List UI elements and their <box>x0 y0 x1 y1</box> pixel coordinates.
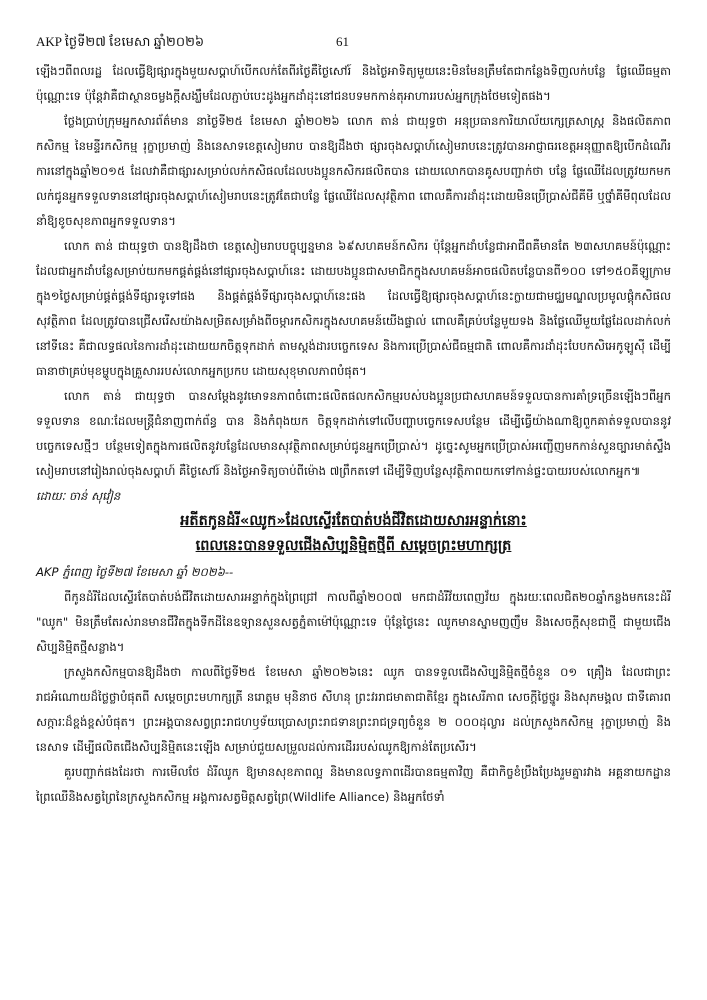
page-number: 61 <box>336 34 349 49</box>
article-elephant-chhouk <box>36 510 671 810</box>
page-header <box>36 34 671 53</box>
article-weekend-market <box>36 59 671 508</box>
article-title-line1: អតីតកូនដំរី«ឈូក»ដែលស្ទើរតែបាត់បង់ជីវិតដោយសារអន្ទាក់នោះ <box>180 513 527 529</box>
paragraph: ពីកូនដំរីដែលស្ទើរតែបាត់បង់ជីវិតដោយសារអន្ទាក់ក្នុងព្រៃជ្រៅ កាលពីឆ្នាំ២០០៧ មកជាដំរីវ័យពេញវ័យ ក្នុងរយៈពេលជិត២០ឆ្នាំកន្លងមកនេះដំរី "ឈូក" មិនត្រឹមតែរស់រានមានជីវិតក្នុងទីកដីនៃឧទ្យានសួនសត្វភ្នំតាម៉ៅប៉ុណ្ណោះទេ ប៉ុន្តែថ្ងៃនេះ ឈូកមានស្នាមញញឹម និងសេចក្តីសុខជាថ្មី ជាមួយជើងសិប្បនិម្មិតថ្មីសន្លាង។ <box>36 590 671 654</box>
article-title-line2: ពេលនេះបានទទួលជើងសិប្បនិម្មិតថ្មីពី សម្តេចព្រះមហាក្សត្រ <box>195 538 512 554</box>
paragraph: ក្រសួងកសិកម្មបានឱ្យដឹងថា កាលពីថ្ងៃទី២៥ ខែមេសា ឆ្នាំ២០២៦នេះ ឈូក បានទទួលជើងសិប្បនិម្មិតថ្មីចំនួន ០១ គ្រឿង ដែលជាព្រះរាជអំណោយដ៏ថ្លៃថ្លាបំផុតពី សម្តេចព្រះមហាក្សត្រី នរោត្តម មុនិនាថ សីហនុ ព្រះវររាជមាតាជាតិខ្មែរ ក្នុងសេរីភាព សេចក្តីថ្លៃថ្នូរ និងសុភមង្គល ជាទីគោរពសក្ការៈដ៏ខ្ពង់ខ្ពស់បំផុត។ ព្រះអង្គបានសព្វព្រះរាជហឫទ័យប្រោសព្រះរាជទានព្រះរាជទ្រព្យចំនួន ២ ០០០ដុល្លារ ដល់ក្រសួងកសិកម្ម រុក្ខាប្រមាញ់ និងនេសាទ ដើម្បីផលិតជើងសិប្បនិម្មិតនេះឡើង សម្រាប់ជួយសម្រួលដល់ការដើររបស់ឈូកឱ្យកាន់តែប្រសើរ។ <box>36 665 671 754</box>
dateline: AKP ភ្នំពេញ ថ្ងៃទី២៧ ខែមេសា ឆ្នាំ ២០២៦-- <box>36 565 234 579</box>
paragraph: ឡើងៗពីពលរដ្ឋ ដែលធ្វើឱ្យផ្សារក្នុងមួយសប្តាហ៍បើកលក់តែពីរថ្ងៃគឺថ្ងៃសៅរ៍ និងថ្ងៃអាទិត្យមួយនេះមិនមែនត្រឹមតែជាកន្លែងទិញលក់បន្លែ ផ្លែឈើធម្មតាប៉ុណ្ណោះទេ ប៉ុន្តែវាគឺជាស្ថានចម្លងក្តីសង្ឃឹមដែលភ្ជាប់បេះដូងអ្នកដាំដុះនៅជនបទមកកាន់តុអាហាររបស់អ្នកក្រុងថែមទៀតផង។ <box>36 64 671 103</box>
paragraph: លោក តាន់ ជាយុទ្ធថា បានឱ្យដឹងថា ខេត្តសៀមរាបបច្ចុប្បន្នមាន ៦៩សហគមន៍កសិករ ប៉ុន្តែអ្នកដាំបន្លែជាអាជីពគឺមានតែ ២៣សហគមន៍ប៉ុណ្ណោះ ដែលជាអ្នកដាំបន្លែសម្រាប់យកមកផ្គត់ផ្គង់នៅផ្សារចុងសប្តាហ៍នេះ ដោយបងប្អូនជាសមាជិកក្នុងសហគមន៍អាចផលិតបន្លែបានពី១០០ ទៅ១៥០គីឡូក្រាមក្នុង១ថ្ងៃសម្រាប់ផ្គត់ផ្គង់ទីផ្សារទូទៅផង និងផ្គត់ផ្គង់ទីផ្សារចុងសប្តាហ៍នេះផង ដែលធ្វើឱ្យផ្សារចុងសប្តាហ៍នេះក្លាយជាមជ្ឈមណ្ឌលប្រមូលផ្តុំកសិផលសុវត្ថិភាព ដែលត្រូវបានជ្រើសរើសយ៉ាងសម្រិតសម្រាំងពីចម្ការកសិករក្នុងសហគមន៍យើងផ្ទាល់ ពោលគឺគ្រប់បន្លែមួយទង និងផ្លែឈើមួយផ្លែដែលដាក់លក់នៅទីនេះ គឺជាលទ្ធផលនៃការដាំដុះដោយយកចិត្តទុកដាក់ តាមស្តង់ដារបច្ចេកទេស និងការប្រើប្រាស់ជីធម្មជាតិ ពោលគឺការដាំដុះបែបកសិអេកូឡូស៊ី ដើម្បីធានាថាគ្រប់មុខម្ហូបក្នុងគ្រួសាររបស់លោកអ្នកប្រកប ដោយសុខុមាលភាពបំផុត។ <box>36 239 671 378</box>
byline: ដោយៈ ចាន់ សុវៀន <box>36 489 121 503</box>
paragraph: គួរបញ្ជាក់ផងដែរថា ការមើលថែ ដំរីឈូក ឱ្យមានសុខភាពល្អ និងមានលទ្ធភាពដើរបានធម្មតាវិញ គឺជាកិច្ចខំប្រឹងប្រែងរួមគ្នារវាង អគ្គនាយកដ្ឋានព្រៃឈើនិងសត្វព្រៃនៃក្រសួងកសិកម្ម អង្គការសត្វមិត្តសត្វព្រៃ(Wildlife Alliance) និងអ្នកថែទាំ <box>36 765 671 804</box>
agency-date-header: AKP ថ្ងៃទី២៧ ខែមេសា ឆ្នាំ២០២៦ <box>36 34 205 49</box>
paragraph: ថ្លែងប្រាប់ក្រុមអ្នកសារព័ត៌មាន នាថ្ងៃទី២៥ ខែមេសា ឆ្នាំ២០២៦ លោក តាន់ ជាយុទ្ធថា អនុប្រធានការិយាល័យក្សេត្រសាស្ត្រ និងផលិតភាពកសិកម្ម នៃមន្ទីរកសិកម្ម រុក្ខាប្រមាញ់ និងនេសាទខេត្តសៀមរាប បានឱ្យដឹងថា ផ្សារចុងសប្តាហ៍សៀមរាបនេះត្រូវបានអាជ្ញាធរខេត្តអនុញ្ញាតឱ្យបើកដំណើរការនៅក្នុងឆ្នាំ២០១៥ ដែលវាគឺជាផ្សារសម្រាប់លក់កសិផលដែលបងប្អូនកសិករផលិតបាន ដោយលោកបានគូសបញ្ជាក់ថា បន្លែ ផ្លែឈើដែលត្រូវយកមកលក់ជូនអ្នកទទួលទាននៅផ្សារចុងសប្តាហ៍សៀមរាបនេះត្រូវតែជាបន្លែ ផ្លែឈើដែលសុវត្ថិភាព ពោលគឺការដាំដុះដោយមិនប្រើប្រាស់ជីគីមី ឬថ្នាំគីមីពុលដែលនាំឱ្យខូចសុខភាពអ្នកទទួលទាន។ <box>36 114 671 228</box>
paragraph: លោក តាន់ ជាយុទ្ធថា បានសម្តែងនូវមោទនភាពចំពោះផលិតផលកសិកម្មរបស់បងប្អូនប្រជាសហគមន៍ទទួលបានការគាំទ្រច្រើនឡើងៗពីអ្នកទទួលទាន ខណៈដែលមន្ត្រីជំនាញពាក់ព័ន្ធ បាន និងកំពុងយក ចិត្តទុកដាក់ទៅលើបញ្ហាបច្ចេកទេសបន្ថែម ដើម្បីធ្វើយ៉ាងណាឱ្យពួកគាត់ទទួលបាននូវបច្ចេកទេសថ្មីៗ បន្ថែមទៀតក្នុងការផលិតនូវបន្លែដែលមានសុវត្ថិភាពសម្រាប់ជូនអ្នកប្រើប្រាស់។ ដូច្នេះសូមអ្នកប្រើប្រាស់អញ្ជើញមកកាន់សួនច្បារមាត់ស្ទឹងសៀមរាបនៅរៀងរាល់ចុងសប្តាហ៍ គឺថ្ងៃសៅរ៍ និងថ្ងៃអាទិត្យចាប់ពីម៉ោង ៧ព្រឹកតទៅ ដើម្បីទិញបន្លែសុវត្ថិភាពយកទៅកាន់ផ្ទះបាយរបស់លោកអ្នក៕ <box>36 389 671 478</box>
